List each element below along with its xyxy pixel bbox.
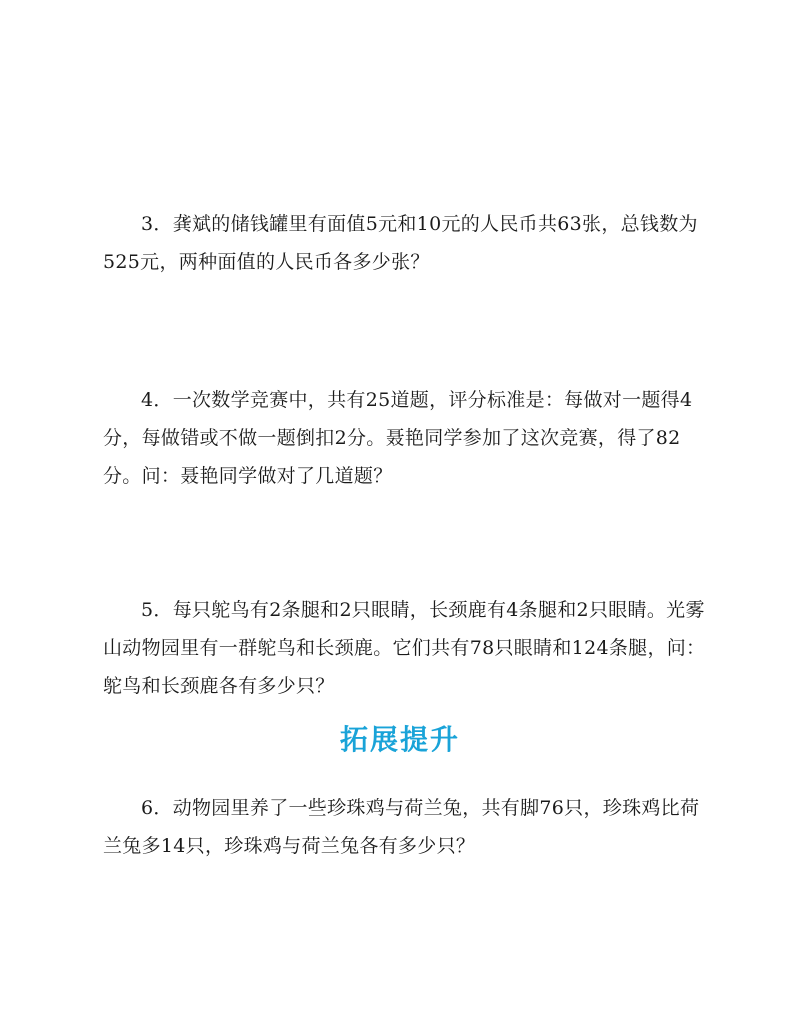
- problem-3: [103, 205, 703, 281]
- problem-5: [103, 591, 706, 705]
- problem-4: [103, 381, 703, 495]
- problem-6: [103, 789, 703, 865]
- section-heading: 拓展提升: [339, 723, 460, 756]
- problem-4-line-2: 分，每做错或不做一题倒扣2分。聂艳同学参加了这次竞赛，得了82: [103, 427, 681, 449]
- problem-3-line-2: 525元，两种面值的人民币各多少张？: [103, 251, 430, 273]
- problem-6-line-1: 6．动物园里养了一些珍珠鸡与荷兰兔，共有脚76只，珍珠鸡比荷: [141, 797, 700, 819]
- problem-4-line-3: 分。问：聂艳同学做对了几道题？: [103, 465, 393, 487]
- problem-6-line-2: 兰兔多14只，珍珠鸡与荷兰兔各有多少只？: [103, 835, 476, 857]
- problem-5-line-2: 山动物园里有一群鸵鸟和长颈鹿。它们共有78只眼睛和124条腿，问：: [103, 637, 706, 659]
- problem-5-line-1: 5．每只鸵鸟有2条腿和2只眼睛，长颈鹿有4条腿和2只眼睛。光雾: [141, 599, 705, 621]
- problem-3-line-1: 3．龚斌的储钱罐里有面值5元和10元的人民币共63张，总钱数为: [141, 213, 698, 235]
- problem-4-line-1: 4．一次数学竞赛中，共有25道题，评分标准是：每做对一题得4: [141, 389, 693, 411]
- problem-5-line-3: 鸵鸟和长颈鹿各有多少只？: [103, 675, 335, 697]
